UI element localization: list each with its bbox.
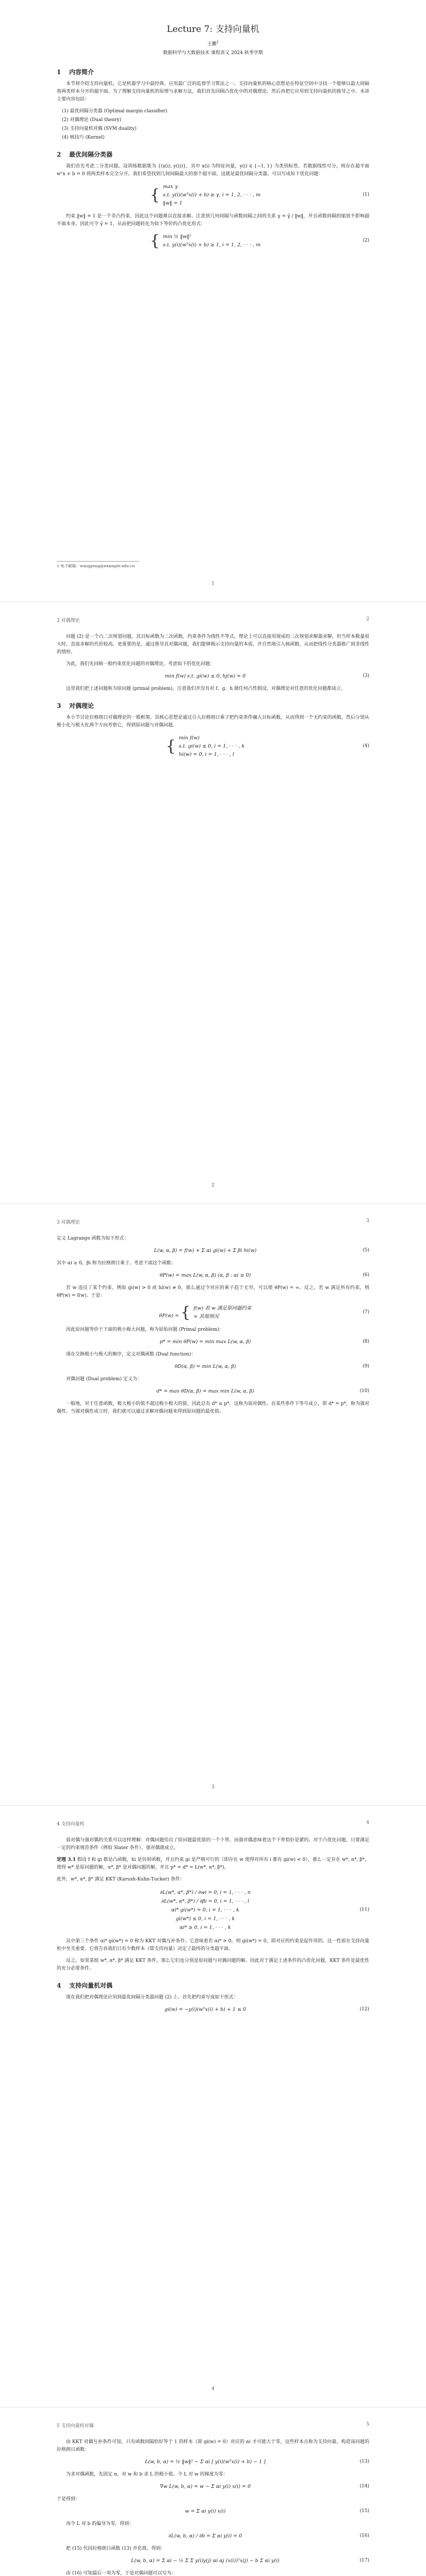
equation-number: (16) <box>359 2533 369 2538</box>
equation-row: f(w) 若 w 满足原问题约束 <box>193 1306 252 1311</box>
equation-body: gi(w) = −y(i)(wᵀx(i) + b) + 1 ≤ 0 <box>165 2007 246 2012</box>
paragraph: 定义 Lagrange 函数为如下形式： <box>57 1236 129 1241</box>
paragraph: 若 w 违反了某个约束，例如 gi(w) > 0 或 hi(w) ≠ 0，那么通过令对应的乘子趋于无穷，可以使 θP(w) = ∞。反之，若 w 满足所有约束，则 θP(w) = f(w)。于是： <box>57 1285 369 1298</box>
equation <box>57 2458 369 2466</box>
running-header <box>57 1820 369 1827</box>
page-1 <box>0 0 426 602</box>
equation-body: w = Σ αi y(i) x(i) <box>185 2509 226 2514</box>
paragraph: 于是得到： <box>57 2497 80 2502</box>
paragraph: 为此，我们先回顾一般约束优化问题的对偶理论。考虑如下的优化问题： <box>66 662 215 667</box>
equation <box>57 2557 369 2565</box>
equation-body: θD(α, β) = min L(w, α, β) <box>174 1364 236 1369</box>
paragraph: 现在交换极小与极大的顺序，定义对偶函数 (Dual function)： <box>66 1352 196 1357</box>
equation-row: min ½ ‖w‖² <box>162 234 191 240</box>
theorem-text: 假设 f 和 gi 都是凸函数，hi 是仿射函数，并且约束 gi 是严格可行的（即存在 w 使得对所有 i 都有 gi(w) < 0），那么一定存在 w*, α*, β*，使得 w* 是原问题的解，α*, β* 是对偶问题的解，并且 p* = d* = L(w*, α*, β*)。 <box>57 1857 369 1870</box>
paragraph: 这里我们把上述问题称为原问题 (primal problem)。注意我们并没有对 f、g、h 做任何凸性假设，对偶理论对任意的优化问题都成立。 <box>66 686 346 691</box>
equation-body: L(w, b, α) = Σ αi − ½ Σ Σ y(i)y(j) αi αj (x(i))ᵀx(j) − b Σ αi y(i) <box>131 2558 280 2564</box>
equation <box>57 1247 369 1255</box>
section-title: 对偶理论 <box>69 702 94 709</box>
equation-number: (17) <box>359 2558 369 2563</box>
equation-number: (4) <box>363 743 369 749</box>
theorem-label: 定理 3.1 <box>57 1857 76 1862</box>
page-5 <box>0 2407 426 2576</box>
paragraph: 此外，w*, α*, β* 满足 KKT (Karush-Kuhn-Tucker) 条件： <box>57 1877 185 1882</box>
section-title: 支持向量机对偶 <box>69 1982 113 1989</box>
equation-body: d* = max θD(α, β) = max min L(w, α, β) <box>156 1388 254 1394</box>
equation: { max γ s.t. y(i)(wᵀx(i) + b) ≥ γ, i = 1, 2, · · · , m ‖w‖ = 1 (1) <box>150 184 369 206</box>
section-heading <box>57 151 369 159</box>
outline-item: (4) 核技巧 (Kernel) <box>62 135 105 140</box>
header-section: 4 支持向量机 <box>57 1822 85 1827</box>
equation-row: hi(w) = 0, i = 1, · · · , l <box>178 752 234 757</box>
page-body <box>57 1837 369 2019</box>
equation-row: ∞ 其他情况 <box>193 1314 219 1319</box>
header-section: 2 对偶理论 <box>57 618 80 623</box>
equation <box>57 2483 369 2490</box>
page-2 <box>0 602 426 1204</box>
equation-body: ∇w L(w, b, α) = w − Σ αi y(i) x(i) = 0 <box>159 2484 251 2489</box>
equation-number: (8) <box>363 1339 369 1344</box>
paragraph: 约束 ‖w‖ = 1 是一个非凸约束，因此这个问题难以直接求解。注意到几何间隔与函数间隔之间的关系 γ = γ̂ / ‖w‖，并且函数间隔的缩放不影响超平面本身，因此可令 γ̂ = 1，从而把问题转化为如下等价的凸优化形式： <box>57 214 369 227</box>
paragraph: 由 KKT 对偶互补条件可知，只有函数间隔恰好等于 1 的样本（即 gi(w) = 0）对应的 αi 才可能大于零，这些样本点称为支持向量。构造该问题的拉格朗日函数： <box>57 2439 369 2452</box>
equation-number: (2) <box>363 238 369 243</box>
equation-number: (12) <box>359 2007 369 2012</box>
equation-row: αi* gi(w*) = 0, i = 1, · · · , k <box>171 1907 239 1913</box>
equation-row: ∂L(w*, α*, β*) / ∂βi = 0, i = 1, · · · , l <box>161 1899 250 1904</box>
equation: θP(w) = { f(w) 若 w 满足原问题约束 ∞ 其他情况 (7) <box>159 1303 369 1321</box>
author-footnote-mark: 1 <box>216 40 219 44</box>
equation-number: (7) <box>363 1310 369 1315</box>
paragraph: 本小节讨论拉格朗日对偶理论的一般框架。其核心思想是通过引入拉格朗日乘子把约束条件融入目标函数，从而得到一个无约束的函数，然后分别从极小化与极大化两个方向考察它，得到原问题与对偶问题。 <box>57 715 369 728</box>
equation-row: s.t. y(i)(wᵀx(i) + b) ≥ 1, i = 1, 2, · · · , m <box>162 242 261 248</box>
equation <box>57 2532 369 2540</box>
equation-number: (6) <box>363 1273 369 1278</box>
running-header <box>57 2422 369 2429</box>
page-body <box>57 1235 369 1420</box>
paragraph: 反之，如果某组 w*, α*, β* 满足 KKT 条件，那么它们也分别是原问题与对偶问题的解。因此对于满足上述条件的凸优化问题，KKT 条件是最优性的充分必要条件。 <box>57 1958 369 1971</box>
equation <box>57 1387 369 1395</box>
author-name: 王鹏 <box>207 42 217 47</box>
document-title: Lecture 7: 支持向量机 <box>167 24 259 35</box>
affiliation: 数据科学与大数据技术 课程讲义 2024 秋季学期 <box>163 50 263 56</box>
paragraph: 其中第三个条件 αi* gi(w*) = 0 称为 KKT 对偶互补条件。它意味着若 αi* > 0，则 gi(w*) = 0，即对应的约束是起作用的。这一性质在支持向量机中至关重要，它将告诉我们只有少数样本（即支持向量）决定了最终的分类超平面。 <box>57 1939 369 1952</box>
paragraph: 问题 (2) 是一个凸二次规划问题，其目标函数为二次函数，约束条件为线性不等式。理论上可以直接用现成的二次规划求解器求解，但当样本数量很大时，直接求解的代价较高。更重要的是，通过推导其对偶问题，我们能够揭示支持向量的本质，并自然地引入核函数，从而把线性分类器推广到非线性的情形。 <box>57 634 369 655</box>
equation-row: min f(w) <box>178 735 200 741</box>
section-number: 3 <box>57 702 61 709</box>
equation-number: (10) <box>359 1388 369 1394</box>
page-body <box>57 2438 369 2576</box>
equation-number: (5) <box>363 1248 369 1253</box>
page-3 <box>0 1204 426 1805</box>
equation-row: gi(w*) ≤ 0, i = 1, · · · , k <box>175 1916 235 1922</box>
author <box>57 39 369 48</box>
equation-body: L(w, b, α) = ½ ‖w‖² − Σ αi [ y(i)(wᵀx(i) + b) − 1 ] <box>145 2459 266 2465</box>
paragraph: 其中 αi ≥ 0，βi 称为拉格朗日乘子。考虑下面这个函数： <box>57 1261 176 1266</box>
page-number: 4 <box>211 2386 215 2392</box>
outline-item: (2) 对偶理论 (Dual theory) <box>62 117 122 123</box>
running-header <box>57 617 369 623</box>
equation <box>57 1888 369 1933</box>
header-page: 3 <box>366 1218 369 1224</box>
equation-body: θP(w) = max L(w, α, β) (α, β : αi ≥ 0) <box>159 1273 251 1278</box>
paragraph: 我们首先考虑二分类问题。设训练数据集为 {(x(i), y(i))}，其中 x(i) 为特征向量，y(i) ∈ {−1, 1} 为类别标签。若数据线性可分，则存在超平面 wᵀx + b = 0 将两类样本完全分开。我们希望找到几何间隔最大的那个超平面，这就是最优间隔分类器，可以写成如下优化问题： <box>57 164 369 177</box>
section-title: 内容简介 <box>69 69 94 76</box>
paragraph: 再令 L 对 b 的偏导为零，得到： <box>66 2521 134 2527</box>
section-number: 1 <box>57 69 61 76</box>
section-heading <box>57 702 369 710</box>
theorem <box>57 1856 369 1872</box>
section-number: 2 <box>57 151 61 158</box>
section-heading <box>57 1982 369 1990</box>
footnote <box>57 561 139 569</box>
footnote-text: 1 电子邮箱：wangpeng@example.edu.cn <box>57 564 135 568</box>
header-section: 3 对偶理论 <box>57 1220 80 1225</box>
page-body <box>57 633 369 764</box>
header-page: 2 <box>366 617 369 622</box>
paragraph: 为求对偶函数，先固定 α，对 w 和 b 求 L 的极小值。令 L 对 w 的梯度为零： <box>66 2472 228 2477</box>
outline-item: (3) 支持向量机对偶 (SVM duality) <box>62 126 137 131</box>
running-header <box>57 1218 369 1225</box>
page-4 <box>0 1805 426 2407</box>
equation <box>57 2006 369 2013</box>
outline-list <box>62 108 369 142</box>
equation: { min ½ ‖w‖² s.t. y(i)(wᵀx(i) + b) ≥ 1, i = 1, 2, · · · , m (2) <box>150 231 369 250</box>
paragraph: 一般地，对于任意函数，极大极小的值不超过极小极大的值，因此总有 d* ≤ p*，这称为弱对偶性。在某些条件下等号成立，即 d* = p*，称为强对偶性。当强对偶性成立时，我们就可以通过求解对偶问题来得到原问题的最优值。 <box>57 1401 369 1414</box>
equation-row: max γ <box>163 184 178 190</box>
equation <box>57 2507 369 2515</box>
equation-row: s.t. y(i)(wᵀx(i) + b) ≥ γ, i = 1, 2, · · · , m <box>163 192 261 198</box>
equation: { min f(w) s.t. gi(w) ≤ 0, i = 1, · · · , k hi(w) = 0, i = 1, · · · , l (4) <box>166 735 369 757</box>
page-number: 3 <box>211 1785 215 1790</box>
paragraph: 弱对偶与强对偶的关系可以这样理解：对偶问题给出了原问题最优值的一个下界，而强对偶意味着这个下界恰好是紧的。对于凸优化问题，只要满足一定的约束规范条件（例如 Slater 条件），强对偶就成立。 <box>57 1838 369 1851</box>
page-number: 1 <box>211 581 215 586</box>
equation-number: (11) <box>359 1907 369 1912</box>
paragraph: 因此原问题等价于下面的极小极大问题，称为原始问题 (Primal problem)： <box>66 1327 224 1332</box>
page-body <box>57 21 369 255</box>
section-title: 最优间隔分类器 <box>69 151 113 158</box>
outline-item: (1) 最优间隔分类器 (Optimal margin classifier) <box>62 109 168 114</box>
equation <box>57 1272 369 1279</box>
equation-body: min f(w) s.t. gi(w) ≤ 0, hj(w) = 0 <box>165 673 246 679</box>
page-number: 2 <box>211 1183 215 1188</box>
equation-row: ‖w‖ = 1 <box>163 200 183 206</box>
paragraph: 本节将介绍支持向量机，它是机器学习中最经典、应用最广泛的监督学习算法之一。支持向量机的核心思想是在特征空间中寻找一个能够以最大间隔将两类样本分开的超平面。为了理解支持向量机的原理与求解方法，我们首先回顾凸优化中的对偶理论，然后再把它应用到支持向量机的推导之中。本讲主要内容包括： <box>57 81 369 102</box>
equation-number: (14) <box>359 2484 369 2489</box>
header-page: 4 <box>366 1820 369 1825</box>
equation-number: (15) <box>359 2509 369 2514</box>
paragraph: 把 (15) 代回拉格朗日函数 (13) 并化简，得到： <box>66 2546 166 2551</box>
equation-row: ∂L(w*, α*, β*) / ∂wi = 0, i = 1, · · · , n <box>160 1890 251 1895</box>
equation <box>57 1363 369 1370</box>
equation-body: L(w, α, β) = f(w) + Σ αi gi(w) + Σ βi hi(w) <box>154 1248 257 1253</box>
equation-number: (9) <box>363 1364 369 1369</box>
section-number: 4 <box>57 1982 61 1989</box>
header-section: 5 支持向量机对偶 <box>57 2424 94 2429</box>
section-heading <box>57 69 369 76</box>
equation-number: (3) <box>363 673 369 679</box>
equation-body: p* = min θP(w) = min max L(w, α, β) <box>159 1339 251 1345</box>
equation-number: (13) <box>359 2459 369 2464</box>
equation-row: αi* ≥ 0, i = 1, · · · , k <box>179 1925 231 1930</box>
paragraph: 对偶问题 (Dual problem) 定义为： <box>66 1377 142 1382</box>
equation-number: (1) <box>363 192 369 197</box>
equation <box>57 672 369 680</box>
paragraph: 由 (16) 可知最后一项为零，于是对偶问题可以写为： <box>66 2571 176 2576</box>
equation-body: ∂L(w, b, α) / ∂b = Σ αi y(i) = 0 <box>168 2533 242 2539</box>
equation-row: s.t. gi(w) ≤ 0, i = 1, · · · , k <box>178 743 245 749</box>
equation <box>57 1338 369 1346</box>
header-page: 5 <box>366 2422 369 2427</box>
paragraph: 现在我们把对偶理论应用到最优间隔分类器问题 (2) 上。首先把约束写成如下形式： <box>66 1995 238 2000</box>
